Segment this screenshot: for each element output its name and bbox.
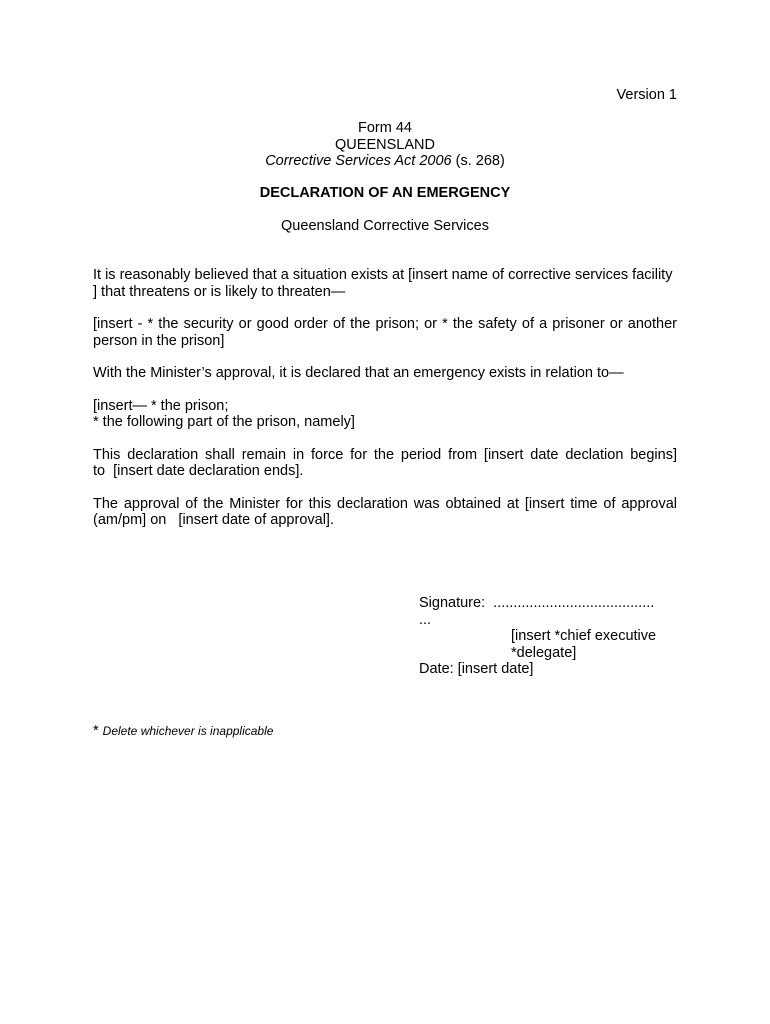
form-header (93, 120, 677, 170)
paragraph-period: This declaration shall remain in force for the period from [insert date declation begins] to [insert date declaration ends]. (93, 446, 677, 479)
paragraph-facility: It is reasonably believed that a situation exists at [insert name of corrective services facility ] that threatens or is likely to threaten— (93, 267, 673, 300)
paragraph-minister-approval: With the Minister’s approval, it is declared that an emergency exists in relation to— (93, 365, 624, 381)
paragraph-scope (93, 398, 677, 431)
date-line: Date: [insert date] (419, 661, 534, 677)
version-label: Version 1 (616, 87, 677, 103)
paragraph-threat: [insert - * the security or good order of the prison; or * the safety of a prisoner or another person in the prison] (93, 316, 677, 349)
jurisdiction: QUEENSLAND (335, 136, 435, 153)
agency-name: Queensland Corrective Services (281, 218, 489, 234)
signature-block (419, 595, 679, 678)
signatory-role-line-2: *delegate] (511, 644, 577, 661)
footnote-marker: * (93, 723, 103, 739)
signatory-role-line-1: [insert *chief executive (511, 628, 657, 644)
footnote-text: Delete whichever is inapplicable (102, 724, 274, 738)
signature-line-continuation: ... (419, 611, 432, 628)
act-reference (93, 153, 677, 170)
scope-line-2: * the following part of the prison, namely] (93, 414, 355, 430)
document-title: DECLARATION OF AN EMERGENCY (259, 185, 511, 201)
form-number: Form 44 (358, 120, 412, 136)
act-section: (s. 268) (451, 153, 505, 169)
footnote (93, 723, 273, 739)
scope-line-1: [insert— * the prison; (93, 397, 229, 414)
declaration-body (93, 267, 677, 545)
signature-line: Signature: ........................................ (419, 595, 655, 611)
paragraph-approval-time: The approval of the Minister for this declaration was obtained at [insert time of approval (am/pm] on [insert date of approval]. (93, 495, 677, 528)
act-name: Corrective Services Act 2006 (265, 153, 452, 169)
